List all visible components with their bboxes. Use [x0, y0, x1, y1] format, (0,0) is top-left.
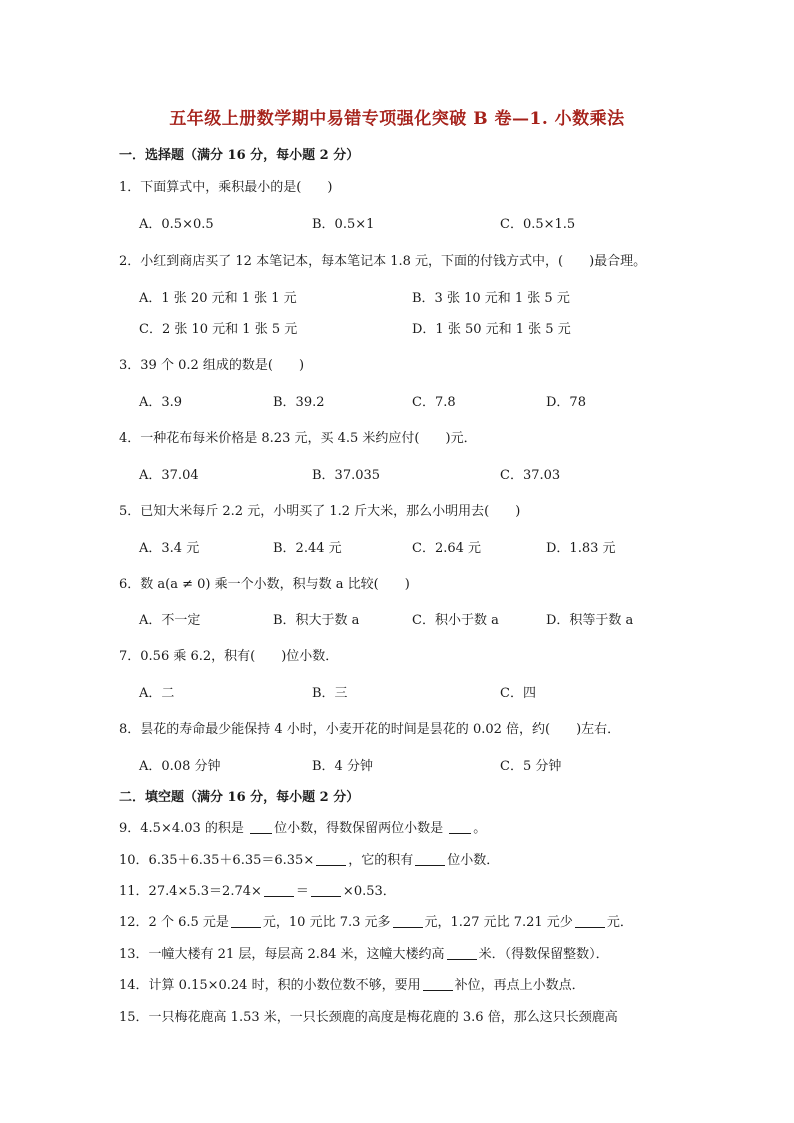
question-1: 1．下面算式中，乘积最小的是( ) — [119, 180, 333, 195]
q2-option-a: A．1 张 20 元和 1 张 1 元 — [139, 291, 297, 306]
section-heading-fill: 二．填空题（满分 16 分，每小题 2 分） — [119, 790, 360, 805]
q2-option-b: B．3 张 10 元和 1 张 5 元 — [412, 291, 570, 306]
q8-option-c: C．5 分钟 — [500, 759, 562, 774]
answer-blank[interactable] — [393, 914, 423, 928]
question-8: 8．昙花的寿命最少能保持 4 小时，小麦开花的时间是昙花的 0.02 倍，约( )左右． — [119, 722, 621, 737]
page-title: 五年级上册数学期中易错专项强化突破 B 卷—1. 小数乘法 — [169, 109, 625, 129]
q9-text-1: 9．4.5×4.03 的积是 — [119, 821, 244, 836]
answer-blank[interactable] — [311, 883, 341, 897]
q10-text-1: 10．6.35＋6.35＋6.35＝6.35× — [119, 853, 315, 868]
q3-option-d: D．78 — [546, 395, 586, 410]
q12-text-1: 12．2 个 6.5 元是 — [119, 915, 229, 930]
answer-blank[interactable] — [316, 852, 346, 866]
question-5: 5．已知大米每斤 2.2 元，小明买了 1.2 斤大米，那么小明用去( ) — [119, 504, 521, 519]
question-7: 7．0.56 乘 6.2，积有( )位小数． — [119, 649, 339, 664]
q5-option-b: B．2.44 元 — [273, 541, 342, 556]
q5-option-d: D．1.83 元 — [546, 541, 616, 556]
answer-blank[interactable] — [575, 914, 605, 928]
q11-text-2: ＝ — [295, 884, 309, 899]
question-3: 3．39 个 0.2 组成的数是( ) — [119, 358, 305, 373]
question-13 — [119, 945, 609, 965]
q6-option-c: C．积小于数 a — [412, 613, 499, 628]
q14-text-2: 补位，再点上小数点． — [454, 978, 585, 993]
question-11 — [119, 882, 396, 902]
question-12 — [119, 913, 633, 933]
q11-text-3: ×0.53． — [342, 884, 396, 899]
q10-text-2: ，它的积有 — [348, 853, 414, 868]
q2-option-d: D．1 张 50 元和 1 张 5 元 — [412, 322, 571, 337]
q5-option-a: A．3.4 元 — [139, 541, 200, 556]
q1-option-c: C．0.5×1.5 — [500, 217, 576, 232]
answer-blank[interactable] — [447, 946, 477, 960]
q8-option-a: A．0.08 分钟 — [139, 759, 221, 774]
q6-option-d: D．积等于数 a — [546, 613, 634, 628]
q9-text-3: 。 — [473, 821, 487, 836]
q7-option-c: C．四 — [500, 686, 536, 701]
q10-text-3: 位小数． — [447, 853, 500, 868]
answer-blank[interactable] — [423, 977, 453, 991]
q3-option-b: B．39.2 — [273, 395, 325, 410]
q5-option-c: C．2.64 元 — [412, 541, 482, 556]
q9-text-2: 位小数，得数保留两位小数是 — [274, 821, 444, 836]
answer-blank[interactable] — [449, 820, 471, 834]
q3-option-c: C．7.8 — [412, 395, 456, 410]
q4-option-a: A．37.04 — [139, 468, 199, 483]
q14-text-1: 14．计算 0.15×0.24 时，积的小数位数不够，要用 — [119, 978, 421, 993]
question-6: 6．数 a(a ≠ 0) 乘一个小数，积与数 a 比较( ) — [119, 577, 410, 592]
q7-option-b: B．三 — [312, 686, 348, 701]
section-heading-choice: 一．选择题（满分 16 分，每小题 2 分） — [119, 148, 360, 163]
q6-option-b: B．积大于数 a — [273, 613, 360, 628]
question-10 — [119, 851, 499, 871]
question-14 — [119, 976, 585, 996]
answer-blank[interactable] — [231, 914, 261, 928]
q12-text-4: 元． — [606, 915, 633, 930]
q12-text-2: 元，10 元比 7.3 元多 — [262, 915, 391, 930]
q2-option-c: C．2 张 10 元和 1 张 5 元 — [139, 322, 298, 337]
q11-text-1: 11．27.4×5.3＝2.74× — [119, 884, 262, 899]
q13-text-2: 米．（得数保留整数）． — [478, 947, 609, 962]
q12-text-3: 元，1.27 元比 7.21 元少 — [424, 915, 573, 930]
question-9 — [119, 819, 486, 839]
question-4: 4．一种花布每米价格是 8.23 元，买 4.5 米约应付( )元． — [119, 431, 477, 446]
question-2: 2．小红到商店买了 12 本笔记本，每本笔记本 1.8 元，下面的付钱方式中，( )最合理。 — [119, 254, 647, 269]
q1-option-a: A．0.5×0.5 — [139, 217, 214, 232]
q3-option-a: A．3.9 — [139, 395, 183, 410]
q8-option-b: B．4 分钟 — [312, 759, 373, 774]
q1-option-b: B．0.5×1 — [312, 217, 375, 232]
q6-option-a: A．不一定 — [139, 613, 201, 628]
answer-blank[interactable] — [264, 883, 294, 897]
q4-option-c: C．37.03 — [500, 468, 561, 483]
answer-blank[interactable] — [250, 820, 272, 834]
question-15: 15．一只梅花鹿高 1.53 米，一只长颈鹿的高度是梅花鹿的 3.6 倍，那么这只长颈鹿高 — [119, 1010, 618, 1025]
q13-text-1: 13．一幢大楼有 21 层，每层高 2.84 米，这幢大楼约高 — [119, 947, 445, 962]
q7-option-a: A．二 — [139, 686, 175, 701]
q4-option-b: B．37.035 — [312, 468, 381, 483]
answer-blank[interactable] — [415, 852, 445, 866]
